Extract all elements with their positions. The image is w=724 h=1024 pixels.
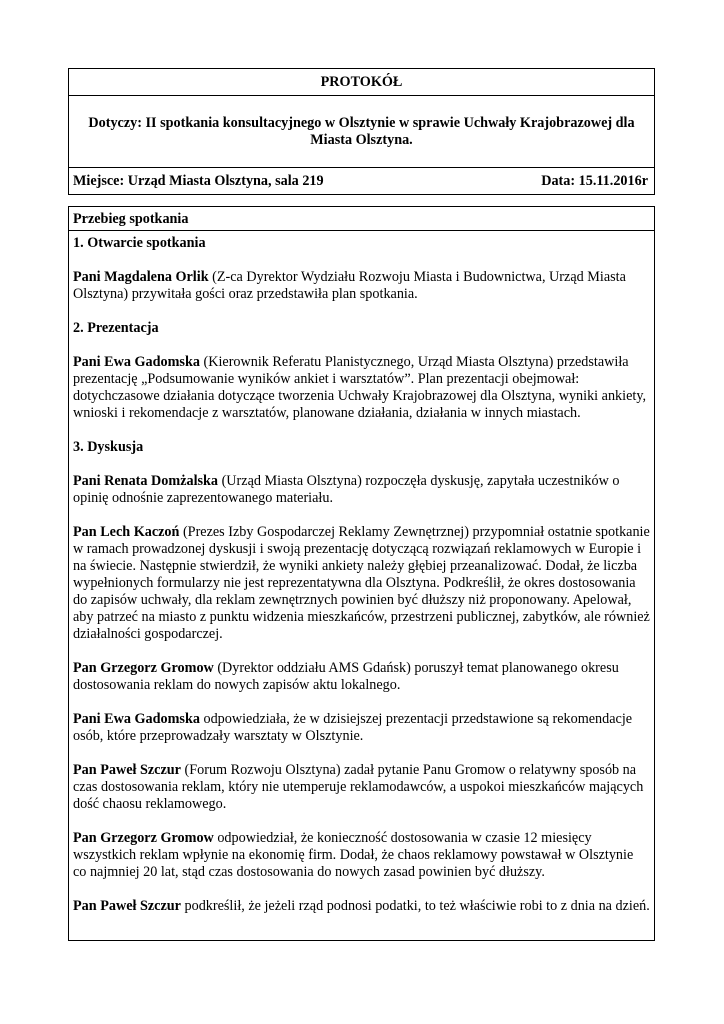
speaker-name: Pan Grzegorz Gromow	[73, 660, 214, 676]
progress-content	[69, 231, 654, 915]
progress-heading: Przebieg spotkania	[69, 207, 654, 231]
paragraph-text: (Forum Rozwoju Olsztyna) zadał pytanie Panu Gromow o relatywny sposób na czas dostosowania reklam, który nie utemperuje reklamodawców, a uspokoi mieszkańców mających dość chaosu reklamowego.	[73, 762, 644, 812]
speaker-name: Pani Ewa Gadomska	[73, 711, 200, 727]
paragraph-text: odpowiedziała, że w dzisiejszej prezentacji przedstawione są rekomendacje osób, które przeprowadzały warsztaty w Olsztynie.	[73, 711, 633, 744]
speaker-name: Pan Paweł Szczur	[73, 898, 181, 914]
minutes-paragraph	[73, 660, 650, 694]
protocol-subject: Dotyczy: II spotkania konsultacyjnego w Olsztynie w sprawie Uchwały Krajobrazowej dla Miasta Olsztyna.	[69, 96, 654, 168]
speaker-name: Pani Renata Domżalska	[73, 473, 219, 489]
paragraph-text: (Urząd Miasta Olsztyna) rozpoczęła dyskusję, zapytała uczestników o opinię odnośnie zaprezentowanego materiału.	[73, 473, 620, 506]
paragraph-text: (Dyrektor oddziału AMS Gdańsk) poruszył temat planowanego okresu dostosowania reklam do nowych zapisów aktu lokalnego.	[73, 660, 619, 693]
minutes-paragraph	[73, 473, 650, 507]
section-title: 1. Otwarcie spotkania	[73, 235, 206, 251]
speaker-name: Pani Ewa Gadomska	[73, 354, 200, 370]
protocol-title: PROTOKÓŁ	[69, 69, 654, 96]
speaker-name: Pani Magdalena Orlik	[73, 269, 209, 285]
meeting-progress-table	[68, 206, 655, 941]
protocol-header-table	[68, 68, 655, 195]
speaker-name: Pan Paweł Szczur	[73, 762, 181, 778]
paragraph-text: odpowiedział, że konieczność dostosowania w czasie 12 miesięcy wszystkich reklam wpłynie na ekonomię firm. Dodał, że chaos reklamowy powstawał w Olsztynie co najmniej 20 lat, stąd czas dostosowania do nowych zasad powinien być dłuższy.	[73, 830, 634, 880]
place-date-row	[69, 168, 654, 194]
meeting-place: Miejsce: Urząd Miasta Olsztyna, sala 219	[73, 172, 324, 189]
minutes-paragraph	[73, 354, 650, 422]
paragraph-text: (Z-ca Dyrektor Wydziału Rozwoju Miasta i Budownictwa, Urząd Miasta Olsztyna) przywitała gości oraz przedstawiła plan spotkania.	[73, 269, 626, 302]
minutes-paragraph	[73, 830, 650, 881]
section-title: 2. Prezentacja	[73, 320, 159, 336]
speaker-name: Pan Grzegorz Gromow	[73, 830, 214, 846]
speaker-name: Pan Lech Kaczoń	[73, 524, 180, 540]
paragraph-text: (Prezes Izby Gospodarczej Reklamy Zewnętrznej) przypomniał ostatnie spotkanie w ramach prowadzonej dyskusji i swoją prezentację dotyczącą rozwiązań reklamowych w Europie i na świecie. Następnie stwierdził, że wyniki ankiety należy głębiej przeanalizować. Dodał, że liczba wypełnionych formularzy nie jest reprezentatywna dla Olsztyna. Podkreślił, że okres dostosowania do zapisów uchwały, dla reklam zewnętrznych powinien być dłuższy niż proponowany. Apelował, aby patrzeć na miasto z punktu widzenia mieszkańców, przestrzeni publicznej, zabytków, ale również działalności gospodarczej.	[73, 524, 650, 642]
paragraph-text: podkreślił, że jeżeli rząd podnosi podatki, to też właściwie robi to z dnia na dzień.	[180, 898, 650, 914]
minutes-paragraph	[73, 524, 650, 643]
minutes-paragraph	[73, 711, 650, 745]
meeting-date: Data: 15.11.2016r	[541, 172, 648, 189]
minutes-paragraph	[73, 762, 650, 813]
minutes-paragraph	[73, 269, 650, 303]
section-title: 3. Dyskusja	[73, 439, 144, 455]
paragraph-text: (Kierownik Referatu Planistycznego, Urząd Miasta Olsztyna) przedstawiła prezentację „Podsumowanie wyników ankiet i warsztatów”. Plan prezentacji obejmował: dotychczasowe działania dotyczące tworzenia Uchwały Krajobrazowej dla Olsztyna, wyniki ankiety, wnioski i rekomendacje z warsztatów, planowane działania, działania w innych miastach.	[73, 354, 647, 421]
minutes-paragraph	[73, 898, 650, 915]
